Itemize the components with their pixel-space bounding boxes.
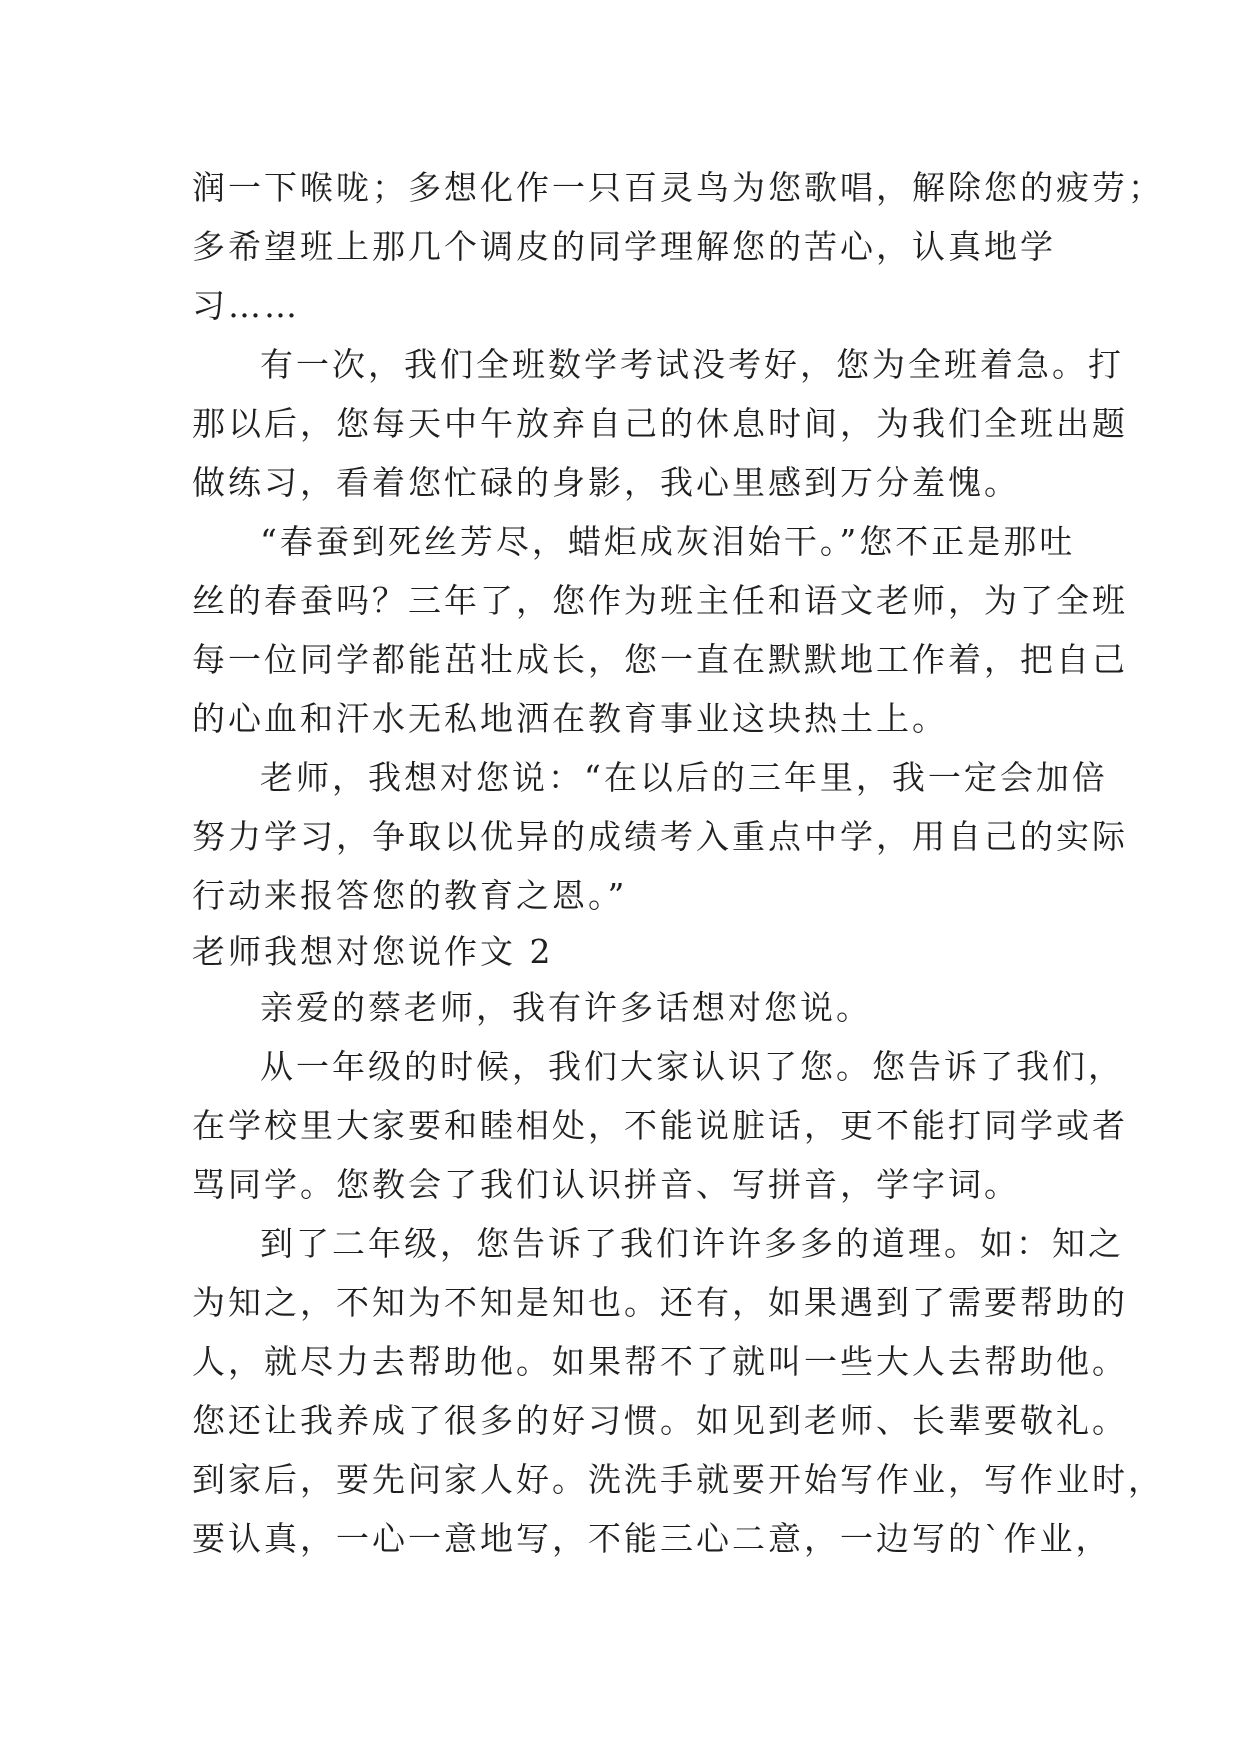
document-body — [192, 158, 1164, 1568]
paragraph-start-line: 老师，我想对您说：“在以后的三年里，我一定会加倍 — [260, 758, 1108, 797]
text-line: 每一位同学都能茁壮成长，您一直在默默地工作着，把自己 — [192, 640, 1128, 679]
text-line: 在学校里大家要和睦相处，不能说脏话，更不能打同学或者 — [192, 1106, 1128, 1145]
text-line: 习…… — [192, 286, 300, 325]
text-line: 骂同学。您教会了我们认识拼音、写拼音，学字词。 — [192, 1165, 1020, 1204]
text-line: 您还让我养成了很多的好习惯。如见到老师、长辈要敬礼。 — [192, 1401, 1128, 1440]
text-line: 润一下喉咙；多想化作一只百灵鸟为您歌唱，解除您的疲劳； — [192, 168, 1164, 207]
paragraph-start-line: “春蚕到死丝芳尽，蜡炬成灰泪始干。”您不正是那吐 — [260, 522, 1076, 561]
section-heading: 老师我想对您说作文 2 — [192, 932, 554, 971]
text-line: 努力学习，争取以优异的成绩考入重点中学，用自己的实际 — [192, 817, 1128, 856]
text-line: 人，就尽力去帮助他。如果帮不了就叫一些大人去帮助他。 — [192, 1342, 1128, 1381]
text-line: 多希望班上那几个调皮的同学理解您的苦心，认真地学 — [192, 227, 1056, 266]
text-line: 的心血和汗水无私地洒在教育事业这块热土上。 — [192, 699, 948, 738]
paragraph-start-line: 亲爱的蔡老师，我有许多话想对您说。 — [260, 988, 872, 1027]
text-line: 到家后，要先问家人好。洗洗手就要开始写作业，写作业时， — [192, 1460, 1164, 1499]
text-line: 要认真，一心一意地写，不能三心二意，一边写的`作业， — [192, 1519, 1112, 1558]
text-line: 做练习，看着您忙碌的身影，我心里感到万分羞愧。 — [192, 463, 1020, 502]
paragraph-start-line: 到了二年级，您告诉了我们许许多多的道理。如：知之 — [260, 1224, 1124, 1263]
paragraph-start-line: 从一年级的时候，我们大家认识了您。您告诉了我们， — [260, 1047, 1124, 1086]
text-line: 行动来报答您的教育之恩。” — [192, 876, 628, 915]
text-line: 那以后，您每天中午放弃自己的休息时间，为我们全班出题 — [192, 404, 1128, 443]
text-line: 丝的春蚕吗？三年了，您作为班主任和语文老师，为了全班 — [192, 581, 1128, 620]
text-line: 为知之，不知为不知是知也。还有，如果遇到了需要帮助的 — [192, 1283, 1128, 1322]
paragraph-start-line: 有一次，我们全班数学考试没考好，您为全班着急。打 — [260, 345, 1124, 384]
